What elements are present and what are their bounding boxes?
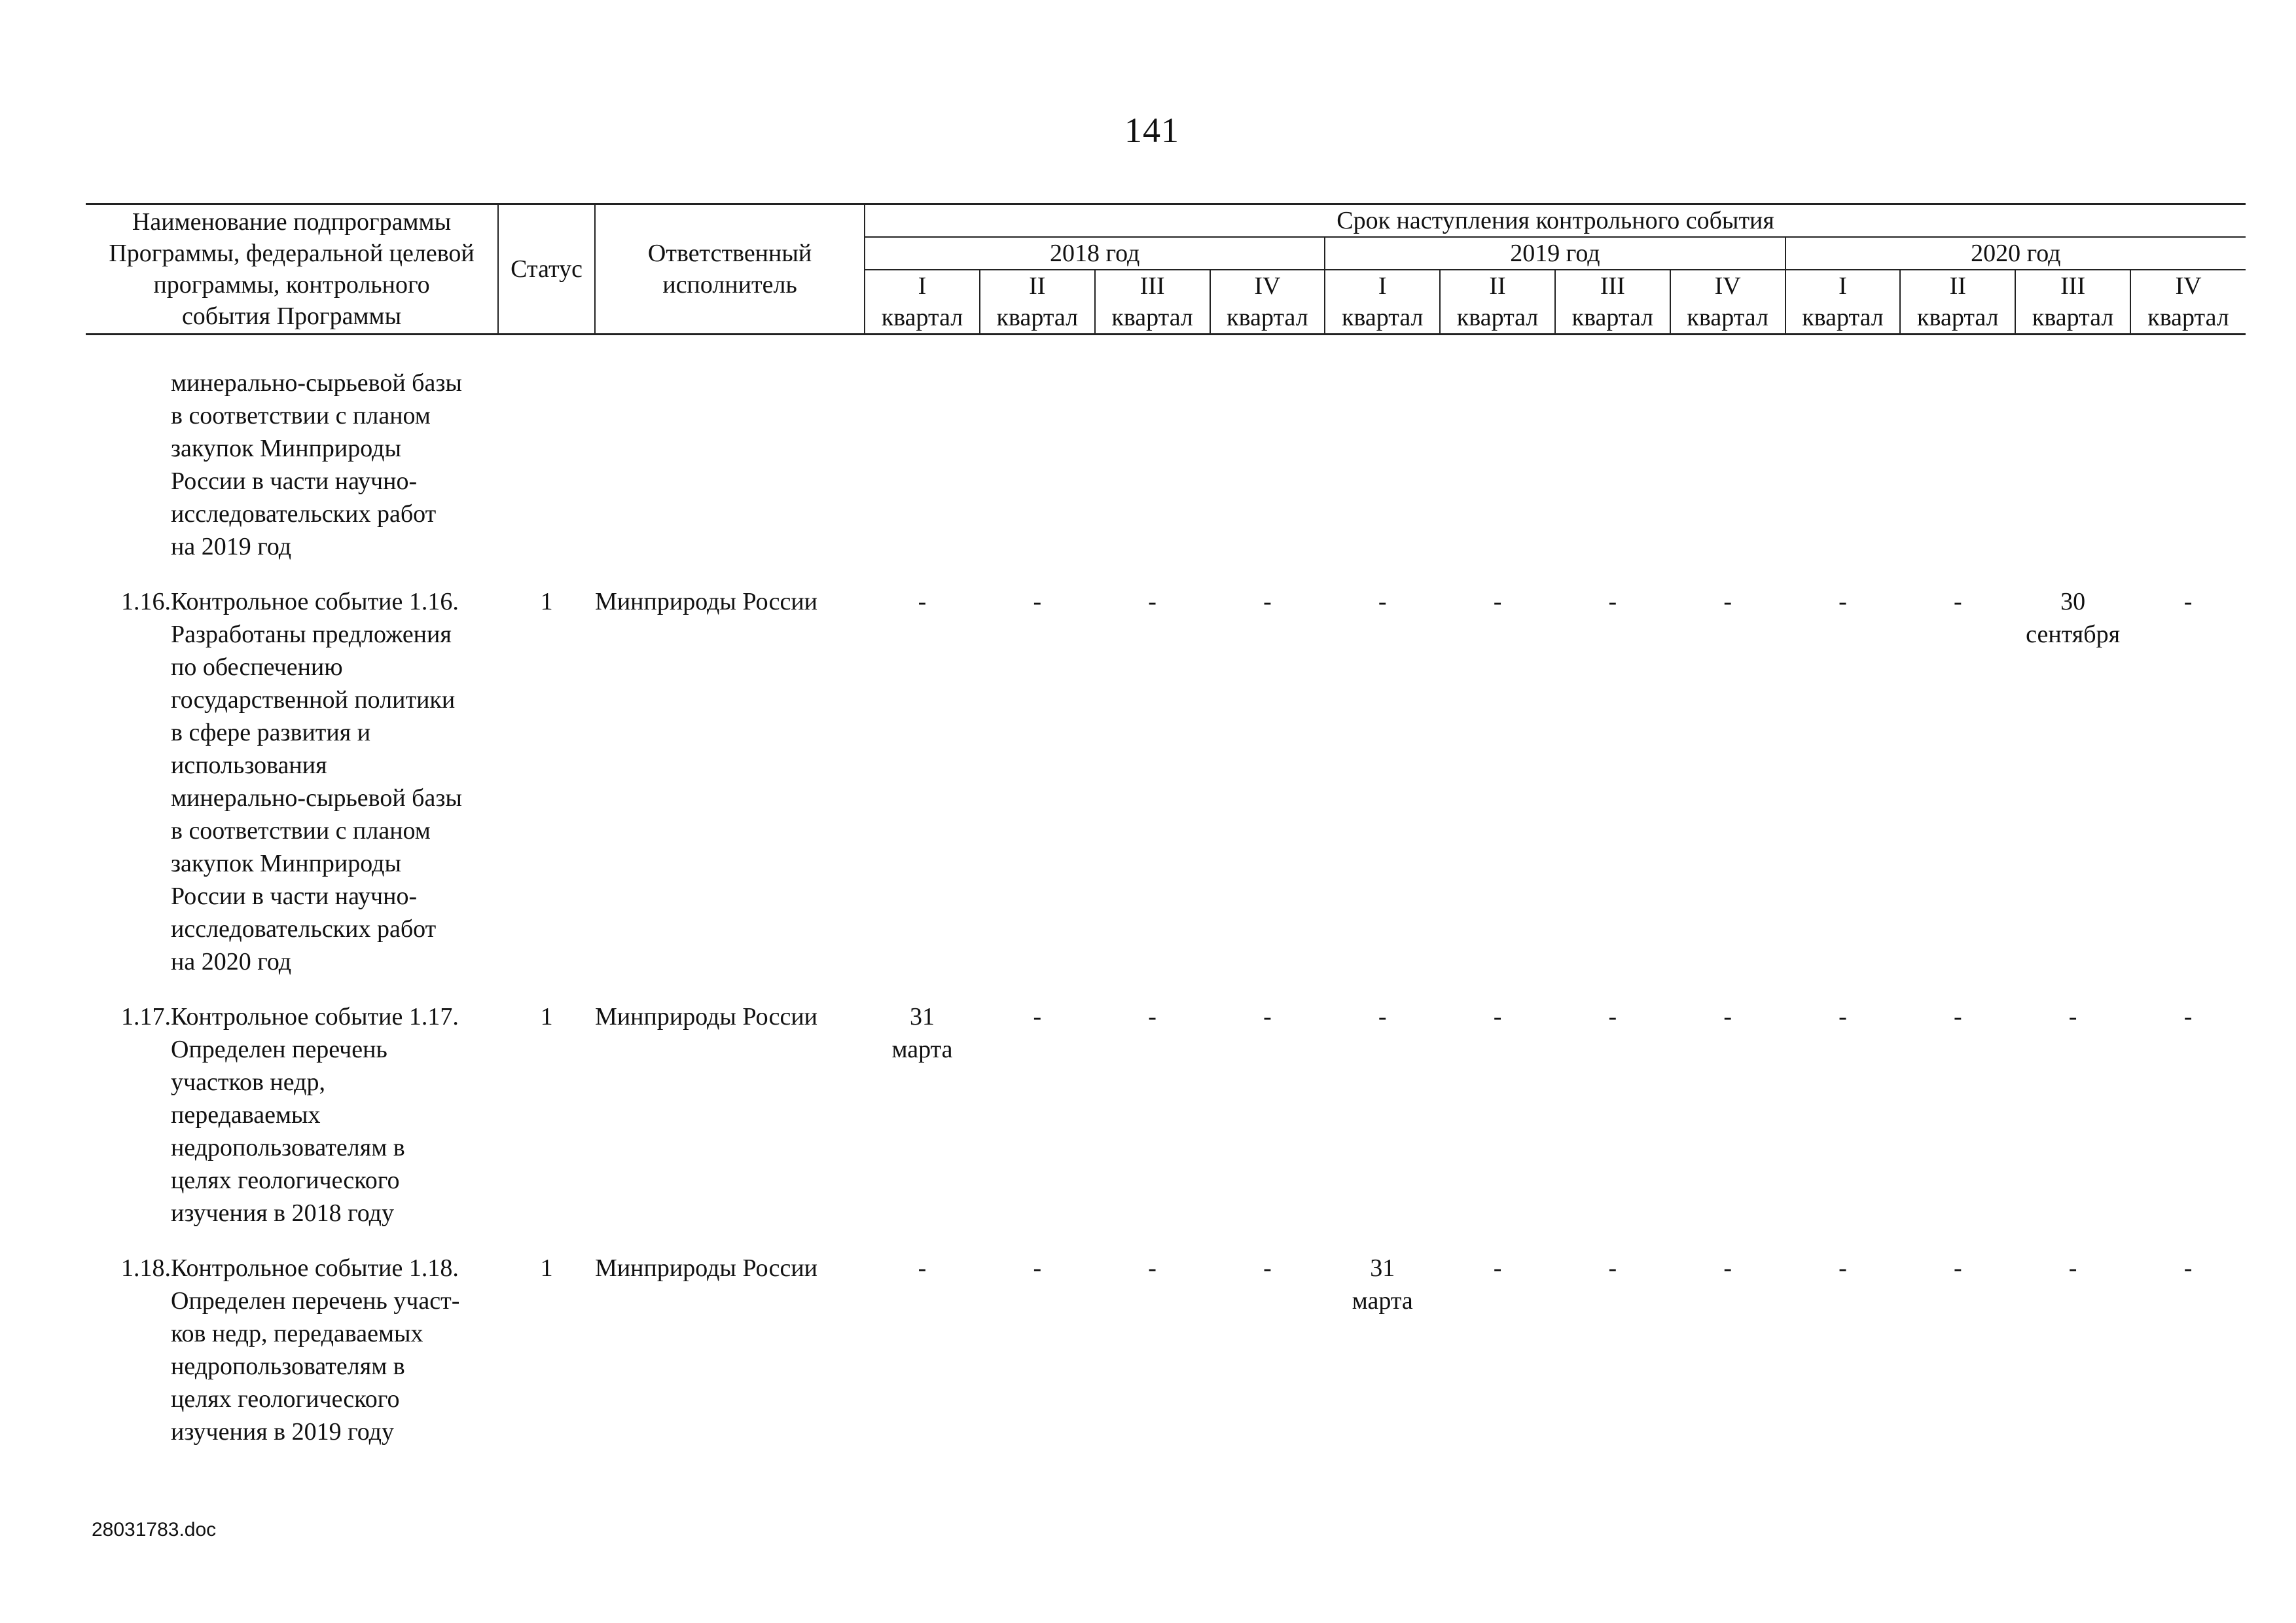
header-quarter-8: IV квартал [1670, 270, 1785, 335]
quarter-deadline: - [1723, 1003, 1732, 1030]
row-number: 1.17. [121, 1003, 171, 1030]
quarter-deadline: - [1263, 1254, 1272, 1282]
event-executor: Минприроды России [595, 1254, 818, 1282]
header-quarter-9: I квартал [1785, 270, 1901, 335]
event-status: 1 [540, 1003, 553, 1030]
quarter-deadline: - [1953, 1254, 1962, 1282]
quarter-deadline: - [1378, 1003, 1387, 1030]
quarter-deadline: - [1378, 588, 1387, 615]
header-executor: Ответственный исполнитель [595, 204, 865, 335]
quarter-deadline: - [1608, 1254, 1617, 1282]
header-quarter-7: III квартал [1555, 270, 1670, 335]
quarter-deadline: 31 марта [891, 1003, 953, 1063]
header-name: Наименование подпрограммы Программы, федеральной целевой программы, контрольного события Программы [86, 204, 498, 335]
quarter-deadline: - [918, 1254, 927, 1282]
header-year-2019: 2019 год [1325, 237, 1785, 270]
quarter-deadline: - [1493, 1003, 1502, 1030]
quarter-deadline: - [2183, 588, 2193, 615]
continuation-row [86, 367, 2246, 563]
header-year-2020: 2020 год [1785, 237, 2246, 270]
quarter-deadline: - [2068, 1003, 2077, 1030]
table-row [86, 1252, 2246, 1448]
header-quarter-1: I квартал [865, 270, 980, 335]
event-name: Контрольное событие 1.16. Разработаны предложения по обеспечению государственной политики в сфере развития и использования минерально-сырьевой базы в соответствии с планом закупок Минприроды России в части научно- исследовательских работ на 2020 год [171, 588, 462, 976]
header-quarter-12: IV квартал [2130, 270, 2246, 335]
continuation-text: минерально-сырьевой базы в соответствии с планом закупок Минприроды России в части научно- исследовательских работ на 2019 год [171, 369, 462, 560]
quarter-deadline: - [1493, 588, 1502, 615]
header-year-2018: 2018 год [865, 237, 1325, 270]
header-quarter-5: I квартал [1325, 270, 1440, 335]
quarter-deadline: - [1033, 1254, 1042, 1282]
page-number: 141 [1124, 111, 1179, 150]
header-quarter-11: III квартал [2015, 270, 2130, 335]
quarter-deadline: - [1839, 1254, 1847, 1282]
quarter-deadline: - [2183, 1254, 2193, 1282]
quarter-deadline: - [1493, 1254, 1502, 1282]
header-status: Статус [498, 204, 595, 335]
control-events-table [86, 203, 2246, 1448]
event-name: Контрольное событие 1.17. Определен перечень участков недр, передаваемых недропользователям в целях геологического изучения в 2018 году [171, 1003, 459, 1227]
header-quarter-2: II квартал [980, 270, 1095, 335]
quarter-deadline: - [1608, 1003, 1617, 1030]
quarter-deadline: - [1033, 588, 1042, 615]
quarter-deadline: - [1953, 1003, 1962, 1030]
quarter-deadline: - [918, 588, 927, 615]
quarter-deadline: 31 марта [1352, 1254, 1413, 1315]
row-number: 1.18. [121, 1254, 171, 1282]
event-executor: Минприроды России [595, 588, 818, 615]
quarter-deadline: 30 сентября [2026, 588, 2121, 648]
quarter-deadline: - [1608, 588, 1617, 615]
header-quarter-4: IV квартал [1210, 270, 1325, 335]
quarter-deadline: - [1033, 1003, 1042, 1030]
header-quarter-10: II квартал [1900, 270, 2015, 335]
quarter-deadline: - [1723, 588, 1732, 615]
event-status: 1 [540, 588, 553, 615]
event-status: 1 [540, 1254, 553, 1282]
table-row [86, 585, 2246, 978]
quarter-deadline: - [2183, 1003, 2193, 1030]
quarter-deadline: - [1263, 1003, 1272, 1030]
header-quarter-3: III квартал [1095, 270, 1210, 335]
quarter-deadline: - [1148, 1003, 1157, 1030]
quarter-deadline: - [1839, 1003, 1847, 1030]
quarter-deadline: - [1148, 1254, 1157, 1282]
quarter-deadline: - [2068, 1254, 2077, 1282]
quarter-deadline: - [1148, 588, 1157, 615]
quarter-deadline: - [1839, 588, 1847, 615]
quarter-deadline: - [1263, 588, 1272, 615]
header-deadline: Срок наступления контрольного события [865, 204, 2246, 238]
quarter-deadline: - [1953, 588, 1962, 615]
event-executor: Минприроды России [595, 1003, 818, 1030]
event-name: Контрольное событие 1.18. Определен перечень участ- ков недр, передаваемых недропользователям в целях геологического изучения в 2019 году [171, 1254, 460, 1446]
header-quarter-6: II квартал [1440, 270, 1555, 335]
row-number: 1.16. [121, 588, 171, 615]
table-row [86, 1000, 2246, 1230]
quarter-deadline: - [1723, 1254, 1732, 1282]
document-id: 28031783.doc [92, 1519, 217, 1541]
